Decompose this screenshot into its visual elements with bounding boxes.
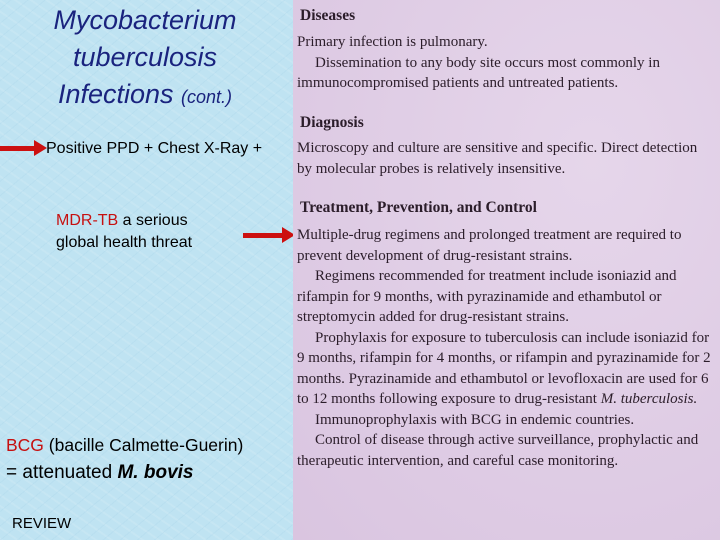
title-infections: Infections xyxy=(57,79,174,109)
bcg-rest: (bacille Calmette-Guerin) xyxy=(43,435,244,455)
mdr-arrow-icon xyxy=(243,233,283,238)
treatment-heading: Treatment, Prevention, and Control xyxy=(300,199,537,216)
mdr-line-2: global health threat xyxy=(56,234,193,251)
textbook-excerpt xyxy=(293,0,720,540)
bcg-equals: = attenuated xyxy=(6,462,118,483)
ppd-arrow-icon xyxy=(0,146,35,151)
treatment-p2: Regimens recommended for treatment include isoniazid and rifampin for 9 months, with pyrazinamide and ethambutol or streptomycin added for drug-resistant strains. xyxy=(297,268,677,325)
review-label: REVIEW xyxy=(12,515,72,532)
title-line-1: Mycobacterium xyxy=(53,5,237,35)
diseases-heading: Diseases xyxy=(300,7,356,24)
mdr-note xyxy=(56,210,192,254)
treatment-p5: Control of disease through active surveillance, prophylactic and therapeutic intervention, and careful case monitoring. xyxy=(297,432,699,469)
mdr-rest: a serious xyxy=(118,212,188,229)
diseases-p2: Dissemination to any body site occurs most commonly in immunocompromised patients and untreated patients. xyxy=(297,54,660,91)
ppd-note: Positive PPD + Chest X-Ray + xyxy=(46,140,263,157)
treatment-body xyxy=(297,225,711,471)
treatment-p4: Immunoprophylaxis with BCG in endemic countries. xyxy=(315,411,635,428)
diagnosis-p1: Microscopy and culture are sensitive and specific. Direct detection by molecular probes is relatively insensitive. xyxy=(297,140,698,177)
treatment-p3 xyxy=(297,328,711,410)
diagnosis-heading: Diagnosis xyxy=(300,114,364,131)
treatment-p1: Multiple-drug regimens and prolonged treatment are required to prevent development of drug-resistant strains. xyxy=(297,227,682,264)
treatment-p3-main: Prophylaxis for exposure to tuberculosis can include isoniazid for 9 months, rifampin for 4 months, or rifampin and pyrazinamide for 2 months. Pyrazinamide and ethambutol or levofloxacin are used for 6 to 12 months following exposure to drug-resistant xyxy=(297,329,711,407)
diseases-body xyxy=(297,32,711,94)
bcg-species: M. bovis xyxy=(117,462,194,483)
title-line-3 xyxy=(0,76,290,116)
title-line-2: tuberculosis xyxy=(72,42,218,72)
diagnosis-body xyxy=(297,138,711,179)
bcg-note xyxy=(6,432,243,486)
treatment-p3-italic: M. tuberculosis. xyxy=(600,391,698,407)
slide-title xyxy=(0,2,290,116)
mdr-highlight: MDR-TB xyxy=(56,212,119,229)
diseases-p1: Primary infection is pulmonary. xyxy=(297,34,488,50)
title-cont: (cont.) xyxy=(181,87,233,107)
bcg-highlight: BCG xyxy=(6,435,44,455)
